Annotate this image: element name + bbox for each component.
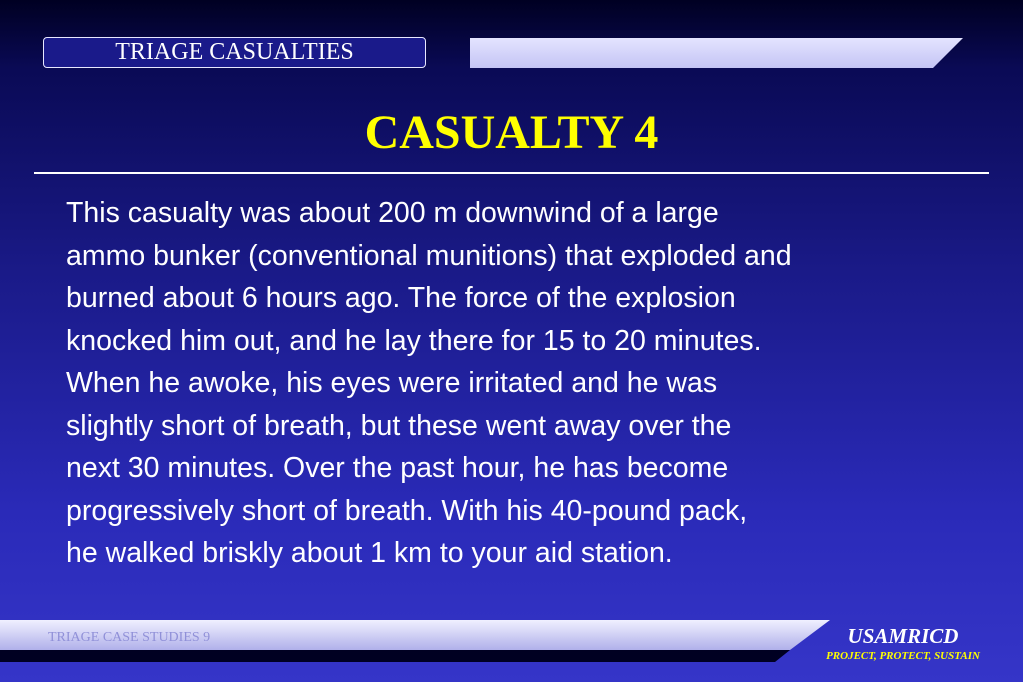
case-description: This casualty was about 200 m downwind of a large ammo bunker (conventional munitions) that exploded and burned about 6 hours ago. The force of the explosion knocked him out, and he lay there for 15 to 20 minutes. When he awoke, his eyes were irritated and he was slightly short of breath, but these went away over the next 30 minutes. Over the past hour, he has become progressively short of breath. With his 40-pound pack, he walked briskly about 1 km to your aid station. <box>66 197 792 569</box>
organization-name: USAMRICD <box>847 624 959 648</box>
footer-page-label: TRIAGE CASE STUDIES 9 <box>48 630 211 645</box>
slide-title: CASUALTY 4 <box>364 106 659 159</box>
section-tab <box>43 37 426 68</box>
header-accent-bar <box>470 38 963 68</box>
organization-tagline: PROJECT, PROTECT, SUSTAIN <box>826 650 980 662</box>
section-tab-label: TRIAGE CASUALTIES <box>115 39 354 65</box>
title-divider <box>34 172 989 174</box>
